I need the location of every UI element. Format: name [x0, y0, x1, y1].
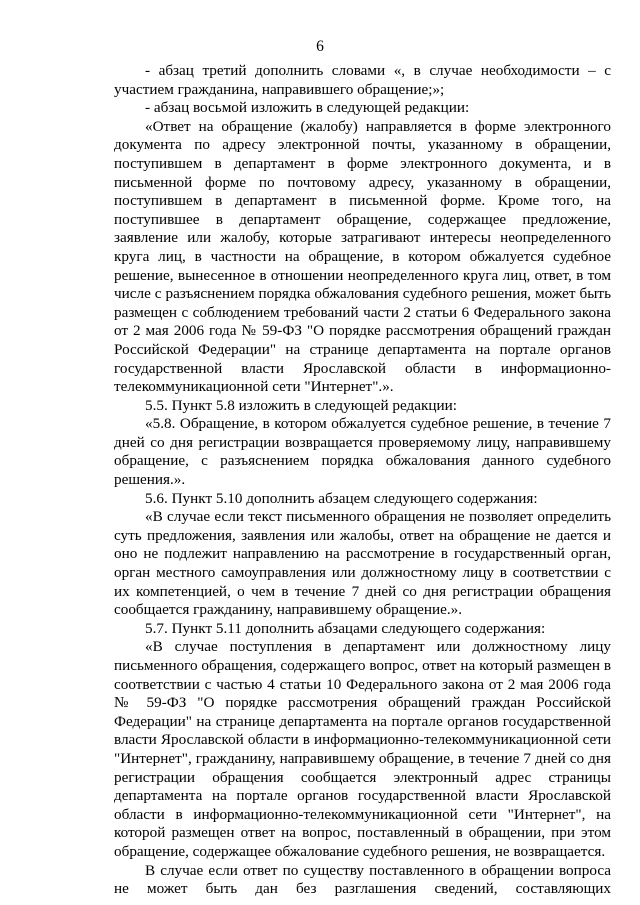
paragraph: - абзац восьмой изложить в следующей редакции: — [145, 99, 470, 117]
paragraph: В случае если ответ по существу поставленного в обращении вопроса не может быть дан без разглашения сведений, составляющих — [114, 861, 611, 898]
paragraph: «В случае если текст письменного обращения не позволяет определить суть предложения, заявления или жалобы, ответ на обращение не дается и оно не подлежит направлению на рассмотрение в государственный орган, орган местного самоуправления или должностному лицу в соответствии с их компетенцией, о чем в течение 7 дней со дня регистрации обращения сообщается гражданину, направившему обращение.». — [114, 508, 611, 619]
paragraph: «В случае поступления в департамент или должностному лицу письменного обращения, содержащего вопрос, ответ на который размещен в соответствии с частью 4 статьи 10 Федерального закона от 2 мая 2006 года № 59-ФЗ "О порядке рассмотрения обращений граждан Российской Федерации" на странице департамента на портале органов государственной власти Ярославской области в информационно-телекоммуникационной сети "Интернет", гражданину, направившему обращение, в течение 7 дней со дня регистрации обращения сообщается электронный адрес страницы департамента на портале органов государственной власти Ярославской области в информационно-телекоммуникационной сети "Интернет", на которой размещен ответ на вопрос, поставленный в обращении, при этом обращение, содержащее обжалование судебного решения, не возвращается. — [114, 638, 611, 860]
paragraph: «Ответ на обращение (жалобу) направляется в форме электронного документа по адресу электронной почты, указанному в обращении, поступившем в департамент в форме электронного документа, и в письменной форме по почтовому адресу, указанному в обращении, поступившем в департамент в письменной форме. Кроме того, на поступившее в департамент обращение, содержащее предложение, заявление или жалобу, которые затрагивают интересы неопределенного круга лиц, в частности на обращение, в котором обжалуется судебное решение, вынесенное в отношении неопределенного круга лиц, ответ, в том числе с разъяснением порядка обжалования судебного решения, может быть размещен с соблюдением требований части 2 статьи 6 Федерального закона от 2 мая 2006 года № 59-ФЗ "О порядке рассмотрения обращений граждан Российской Федерации" на странице департамента на портале органов государственной власти Ярославской области в информационно-телекоммуникационной сети "Интернет".». — [114, 117, 611, 396]
paragraph: «5.8. Обращение, в котором обжалуется судебное решение, в течение 7 дней со дня регистрации возвращается проверяемому лицу, направившему обращение, с разъяснением порядка обжалования данного судебного решения.». — [114, 415, 611, 489]
document-body — [114, 62, 611, 899]
paragraph: 5.5. Пункт 5.8 изложить в следующей редакции: — [145, 396, 458, 414]
paragraph: 5.6. Пункт 5.10 дополнить абзацем следующего содержания: — [145, 489, 538, 507]
paragraph: - абзац третий дополнить словами «, в случае необходимости – с участием гражданина, направившего обращение;»; — [114, 62, 611, 98]
paragraph: 5.7. Пункт 5.11 дополнить абзацами следующего содержания: — [145, 619, 546, 637]
page-number: 6 — [316, 38, 324, 55]
